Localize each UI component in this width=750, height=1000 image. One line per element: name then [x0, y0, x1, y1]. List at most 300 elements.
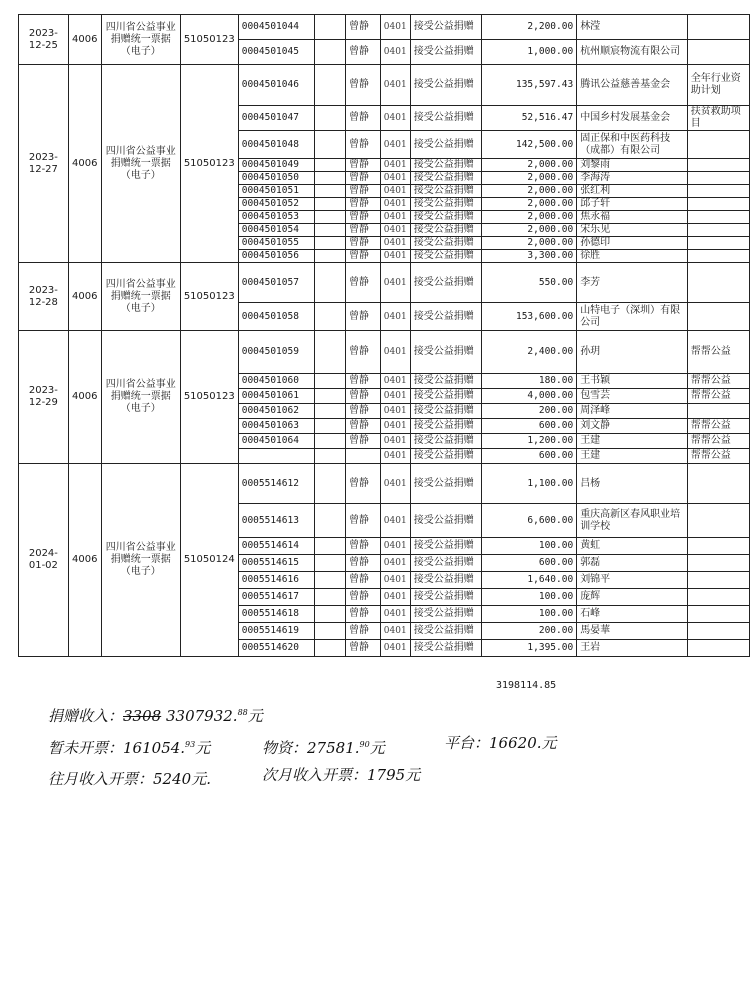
- cell-desc: 接受公益捐赠: [410, 40, 481, 65]
- cell-desc: 接受公益捐赠: [410, 374, 481, 389]
- cell-org-code: 4006: [68, 65, 101, 263]
- cell-person: 曾静: [346, 464, 381, 504]
- cell-person: 曾静: [346, 504, 381, 538]
- cell-note: [687, 131, 749, 159]
- cell-payer: 重庆高新区春风职业培训学校: [577, 504, 688, 538]
- cell-no: 0004501053: [238, 211, 315, 224]
- donation-income-struck: 3308: [123, 707, 162, 725]
- next-month-value: 1795元: [367, 766, 421, 784]
- cell-amt: 1,395.00: [481, 640, 576, 657]
- goods-unit: 元: [369, 739, 385, 757]
- cell-person: 曾静: [346, 434, 381, 449]
- cell-payer: 李海涛: [577, 172, 688, 185]
- cell-desc: 接受公益捐赠: [410, 15, 481, 40]
- cell-amt: 6,600.00: [481, 504, 576, 538]
- cell-no: 0004501048: [238, 131, 315, 159]
- cell-person: 曾静: [346, 589, 381, 606]
- cell-amt: 180.00: [481, 374, 576, 389]
- cell-no: 0004501052: [238, 198, 315, 211]
- cell-desc: 接受公益捐赠: [410, 623, 481, 640]
- cell-no: 0004501060: [238, 374, 315, 389]
- cell-note: [687, 159, 749, 172]
- cell-amt: 1,100.00: [481, 464, 576, 504]
- cell-blank: [315, 131, 346, 159]
- unbilled-note: [48, 737, 210, 758]
- cell-desc: 接受公益捐赠: [410, 434, 481, 449]
- cell-amt: 100.00: [481, 589, 576, 606]
- cell-note: 帮帮公益: [687, 419, 749, 434]
- cell-no: 0004501051: [238, 185, 315, 198]
- cell-subj: 0401: [380, 606, 410, 623]
- cell-payer: 刘黎雨: [577, 159, 688, 172]
- cell-person: 曾静: [346, 131, 381, 159]
- prev-month-label: 往月收入开票：: [48, 770, 154, 788]
- cell-note: [687, 589, 749, 606]
- cell-payer: 王建: [577, 434, 688, 449]
- cell-note: [687, 172, 749, 185]
- cell-payer: 固正保和中医药科技（成都）有限公司: [577, 131, 688, 159]
- cell-blank: [315, 449, 346, 464]
- donation-income-label: 捐赠收入：: [48, 707, 124, 725]
- cell-no: 0004501046: [238, 65, 315, 106]
- cell-payer: 黄虹: [577, 538, 688, 555]
- cell-note: [687, 40, 749, 65]
- cell-desc: 接受公益捐赠: [410, 65, 481, 106]
- cell-bill: 51050124: [180, 464, 238, 657]
- cell-person: 曾静: [346, 538, 381, 555]
- cell-org-code: 4006: [68, 15, 101, 65]
- cell-subj: 0401: [380, 303, 410, 331]
- cell-desc: 接受公益捐赠: [410, 159, 481, 172]
- cell-amt: 2,000.00: [481, 185, 576, 198]
- cell-amt: 200.00: [481, 404, 576, 419]
- cell-blank: [315, 589, 346, 606]
- cell-desc: 接受公益捐赠: [410, 589, 481, 606]
- cell-amt: 142,500.00: [481, 131, 576, 159]
- cell-person: 曾静: [346, 237, 381, 250]
- cell-desc: 接受公益捐赠: [410, 331, 481, 374]
- cell-bill: 51050123: [180, 15, 238, 65]
- cell-amt: 1,000.00: [481, 40, 576, 65]
- cell-amt: 135,597.43: [481, 65, 576, 106]
- cell-desc: 接受公益捐赠: [410, 224, 481, 237]
- cell-desc: 接受公益捐赠: [410, 106, 481, 131]
- cell-payer: 刘锦平: [577, 572, 688, 589]
- cell-note: 全年行业资助计划: [687, 65, 749, 106]
- cell-amt: 1,640.00: [481, 572, 576, 589]
- cell-amt: 600.00: [481, 419, 576, 434]
- cell-blank: [315, 263, 346, 303]
- cell-payer: 焦永福: [577, 211, 688, 224]
- cell-note: [687, 555, 749, 572]
- cell-amt: 2,000.00: [481, 172, 576, 185]
- table-row: [19, 331, 750, 374]
- cell-person: 曾静: [346, 640, 381, 657]
- cell-desc: 接受公益捐赠: [410, 538, 481, 555]
- cell-blank: [315, 40, 346, 65]
- cell-note: 帮帮公益: [687, 449, 749, 464]
- cell-desc: 接受公益捐赠: [410, 572, 481, 589]
- cell-blank: [315, 172, 346, 185]
- cell-no: 0004501055: [238, 237, 315, 250]
- cell-note: [687, 504, 749, 538]
- cell-note: [687, 198, 749, 211]
- ledger-body: [19, 15, 750, 657]
- goods-cents: 90: [359, 740, 370, 749]
- cell-amt: 52,516.47: [481, 106, 576, 131]
- cell-amt: 600.00: [481, 449, 576, 464]
- cell-subj: 0401: [380, 589, 410, 606]
- cell-no: 0004501059: [238, 331, 315, 374]
- cell-amt: 153,600.00: [481, 303, 576, 331]
- donation-income-cents: 88: [237, 708, 248, 717]
- cell-amt: 600.00: [481, 555, 576, 572]
- cell-payer: 王建: [577, 449, 688, 464]
- cell-payer: 吕杨: [577, 464, 688, 504]
- cell-blank: [315, 65, 346, 106]
- cell-no: 0004501045: [238, 40, 315, 65]
- table-row: [19, 15, 750, 40]
- cell-note: [687, 211, 749, 224]
- cell-blank: [315, 224, 346, 237]
- cell-amt: 2,000.00: [481, 224, 576, 237]
- cell-desc: 接受公益捐赠: [410, 389, 481, 404]
- cell-payer: 王书颖: [577, 374, 688, 389]
- cell-desc: 接受公益捐赠: [410, 211, 481, 224]
- cell-payer: 邱子轩: [577, 198, 688, 211]
- cell-blank: [315, 106, 346, 131]
- cell-person: [346, 449, 381, 464]
- cell-person: 曾静: [346, 263, 381, 303]
- cell-no: 0004501062: [238, 404, 315, 419]
- cell-no: 0005514619: [238, 623, 315, 640]
- unbilled-value: 161054.: [123, 739, 186, 757]
- cell-blank: [315, 250, 346, 263]
- cell-org: 四川省公益事业捐赠统一票据（电子）: [101, 331, 180, 464]
- cell-note: [687, 303, 749, 331]
- cell-subj: 0401: [380, 464, 410, 504]
- cell-org: 四川省公益事业捐赠统一票据（电子）: [101, 263, 180, 331]
- cell-no: 0005514620: [238, 640, 315, 657]
- table-row: [19, 263, 750, 303]
- cell-desc: 接受公益捐赠: [410, 198, 481, 211]
- donation-income-value: 3307932.: [165, 707, 238, 725]
- cell-note: [687, 224, 749, 237]
- cell-payer: 馬晏華: [577, 623, 688, 640]
- cell-subj: 0401: [380, 555, 410, 572]
- cell-note: [687, 464, 749, 504]
- cell-subj: 0401: [380, 172, 410, 185]
- cell-note: [687, 640, 749, 657]
- cell-no: 0004501049: [238, 159, 315, 172]
- cell-subj: 0401: [380, 331, 410, 374]
- cell-subj: 0401: [380, 263, 410, 303]
- cell-payer: 中国乡村发展基金会: [577, 106, 688, 131]
- cell-person: 曾静: [346, 250, 381, 263]
- cell-payer: 刘文静: [577, 419, 688, 434]
- cell-amt: 2,400.00: [481, 331, 576, 374]
- cell-desc: 接受公益捐赠: [410, 263, 481, 303]
- cell-person: 曾静: [346, 65, 381, 106]
- unbilled-label: 暂未开票：: [48, 739, 124, 757]
- cell-note: [687, 404, 749, 419]
- cell-subj: 0401: [380, 389, 410, 404]
- cell-payer: 徐胜: [577, 250, 688, 263]
- cell-amt: 2,000.00: [481, 159, 576, 172]
- cell-desc: 接受公益捐赠: [410, 464, 481, 504]
- cell-desc: 接受公益捐赠: [410, 131, 481, 159]
- cell-payer: 王岩: [577, 640, 688, 657]
- cell-amt: 550.00: [481, 263, 576, 303]
- cell-org: 四川省公益事业捐赠统一票据（电子）: [101, 464, 180, 657]
- cell-subj: 0401: [380, 449, 410, 464]
- cell-no: 0004501064: [238, 434, 315, 449]
- cell-note: [687, 237, 749, 250]
- cell-person: 曾静: [346, 185, 381, 198]
- cell-blank: [315, 211, 346, 224]
- cell-subj: 0401: [380, 623, 410, 640]
- unbilled-unit: 元: [195, 739, 211, 757]
- cell-note: 扶贫救助项目: [687, 106, 749, 131]
- cell-desc: 接受公益捐赠: [410, 555, 481, 572]
- cell-subj: 0401: [380, 185, 410, 198]
- cell-blank: [315, 434, 346, 449]
- cell-payer: 庞辉: [577, 589, 688, 606]
- cell-person: 曾静: [346, 555, 381, 572]
- cell-desc: 接受公益捐赠: [410, 237, 481, 250]
- cell-org-code: 4006: [68, 331, 101, 464]
- cell-subj: 0401: [380, 211, 410, 224]
- cell-person: 曾静: [346, 40, 381, 65]
- cell-subj: 0401: [380, 224, 410, 237]
- cell-note: [687, 538, 749, 555]
- cell-subj: 0401: [380, 640, 410, 657]
- cell-person: 曾静: [346, 623, 381, 640]
- cell-person: 曾静: [346, 198, 381, 211]
- cell-person: 曾静: [346, 224, 381, 237]
- cell-payer: 杭州顺宸物流有限公司: [577, 40, 688, 65]
- cell-blank: [315, 572, 346, 589]
- cell-subj: 0401: [380, 106, 410, 131]
- cell-subj: 0401: [380, 250, 410, 263]
- cell-subj: 0401: [380, 237, 410, 250]
- table-row: [19, 464, 750, 504]
- cell-org: 四川省公益事业捐赠统一票据（电子）: [101, 15, 180, 65]
- cell-blank: [315, 464, 346, 504]
- table-row: [19, 65, 750, 106]
- cell-no: 0005514614: [238, 538, 315, 555]
- cell-note: 帮帮公益: [687, 374, 749, 389]
- cell-amt: 2,000.00: [481, 198, 576, 211]
- cell-amt: 1,200.00: [481, 434, 576, 449]
- cell-date: 2023-12-28: [19, 263, 69, 331]
- cell-person: 曾静: [346, 172, 381, 185]
- cell-amt: 100.00: [481, 606, 576, 623]
- cell-blank: [315, 15, 346, 40]
- cell-desc: 接受公益捐赠: [410, 640, 481, 657]
- cell-blank: [315, 623, 346, 640]
- cell-bill: 51050123: [180, 65, 238, 263]
- cell-date: 2023-12-27: [19, 65, 69, 263]
- cell-person: 曾静: [346, 606, 381, 623]
- cell-no: 0004501056: [238, 250, 315, 263]
- cell-subj: 0401: [380, 538, 410, 555]
- cell-blank: [315, 185, 346, 198]
- cell-no: [238, 449, 315, 464]
- grand-total: 3198114.85: [496, 680, 557, 691]
- cell-subj: 0401: [380, 572, 410, 589]
- cell-person: 曾静: [346, 404, 381, 419]
- cell-note: [687, 572, 749, 589]
- cell-payer: 李芳: [577, 263, 688, 303]
- donation-income-unit: 元: [247, 707, 263, 725]
- cell-blank: [315, 555, 346, 572]
- cell-payer: 周泽峰: [577, 404, 688, 419]
- cell-subj: 0401: [380, 404, 410, 419]
- cell-person: 曾静: [346, 159, 381, 172]
- cell-payer: 腾讯公益慈善基金会: [577, 65, 688, 106]
- cell-amt: 4,000.00: [481, 389, 576, 404]
- cell-blank: [315, 159, 346, 172]
- cell-no: 0005514612: [238, 464, 315, 504]
- cell-subj: 0401: [380, 15, 410, 40]
- cell-no: 0005514618: [238, 606, 315, 623]
- cell-payer: 孙德印: [577, 237, 688, 250]
- cell-payer: 包雪芸: [577, 389, 688, 404]
- cell-date: 2023-12-29: [19, 331, 69, 464]
- cell-blank: [315, 303, 346, 331]
- cell-note: [687, 15, 749, 40]
- cell-desc: 接受公益捐赠: [410, 419, 481, 434]
- cell-payer: 张红利: [577, 185, 688, 198]
- cell-subj: 0401: [380, 374, 410, 389]
- cell-desc: 接受公益捐赠: [410, 404, 481, 419]
- goods-note: [262, 737, 385, 758]
- cell-note: 帮帮公益: [687, 389, 749, 404]
- cell-note: [687, 606, 749, 623]
- cell-payer: 山特电子（深圳）有限公司: [577, 303, 688, 331]
- cell-desc: 接受公益捐赠: [410, 449, 481, 464]
- cell-note: [687, 185, 749, 198]
- cell-note: 帮帮公益: [687, 331, 749, 374]
- goods-value: 27581.: [307, 739, 360, 757]
- cell-payer: 郭磊: [577, 555, 688, 572]
- next-month-note: [262, 764, 420, 785]
- cell-person: 曾静: [346, 211, 381, 224]
- cell-person: 曾静: [346, 303, 381, 331]
- cell-payer: 宋乐见: [577, 224, 688, 237]
- next-month-label: 次月收入开票：: [262, 766, 368, 784]
- goods-label: 物资：: [262, 739, 308, 757]
- cell-org-code: 4006: [68, 464, 101, 657]
- cell-blank: [315, 504, 346, 538]
- cell-no: 0004501063: [238, 419, 315, 434]
- cell-payer: 孙玥: [577, 331, 688, 374]
- cell-amt: 200.00: [481, 623, 576, 640]
- cell-date: 2024-01-02: [19, 464, 69, 657]
- platform-note: [444, 732, 557, 753]
- cell-blank: [315, 237, 346, 250]
- cell-subj: 0401: [380, 504, 410, 538]
- platform-value: 16620.: [489, 734, 542, 752]
- cell-blank: [315, 419, 346, 434]
- cell-no: 0004501058: [238, 303, 315, 331]
- cell-amt: 2,000.00: [481, 237, 576, 250]
- cell-desc: 接受公益捐赠: [410, 172, 481, 185]
- cell-date: 2023-12-25: [19, 15, 69, 65]
- cell-blank: [315, 331, 346, 374]
- prev-month-note: [48, 768, 211, 789]
- cell-no: 0005514616: [238, 572, 315, 589]
- cell-payer: 石峰: [577, 606, 688, 623]
- cell-bill: 51050123: [180, 331, 238, 464]
- cell-note: 帮帮公益: [687, 434, 749, 449]
- cell-desc: 接受公益捐赠: [410, 504, 481, 538]
- cell-subj: 0401: [380, 198, 410, 211]
- cell-no: 0004501047: [238, 106, 315, 131]
- cell-amt: 3,300.00: [481, 250, 576, 263]
- cell-no: 0004501061: [238, 389, 315, 404]
- cell-blank: [315, 389, 346, 404]
- cell-desc: 接受公益捐赠: [410, 185, 481, 198]
- unbilled-cents: 93: [185, 740, 196, 749]
- cell-no: 0005514617: [238, 589, 315, 606]
- cell-subj: 0401: [380, 434, 410, 449]
- cell-blank: [315, 606, 346, 623]
- cell-no: 0005514613: [238, 504, 315, 538]
- cell-subj: 0401: [380, 159, 410, 172]
- cell-subj: 0401: [380, 419, 410, 434]
- cell-person: 曾静: [346, 106, 381, 131]
- cell-note: [687, 250, 749, 263]
- cell-subj: 0401: [380, 40, 410, 65]
- platform-unit: 元: [541, 734, 557, 752]
- cell-bill: 51050123: [180, 263, 238, 331]
- cell-payer: 林滢: [577, 15, 688, 40]
- cell-blank: [315, 640, 346, 657]
- cell-no: 0005514615: [238, 555, 315, 572]
- cell-org-code: 4006: [68, 263, 101, 331]
- cell-org: 四川省公益事业捐赠统一票据（电子）: [101, 65, 180, 263]
- cell-no: 0004501057: [238, 263, 315, 303]
- cell-note: [687, 623, 749, 640]
- cell-blank: [315, 198, 346, 211]
- cell-desc: 接受公益捐赠: [410, 250, 481, 263]
- cell-note: [687, 263, 749, 303]
- cell-person: 曾静: [346, 572, 381, 589]
- cell-desc: 接受公益捐赠: [410, 303, 481, 331]
- cell-person: 曾静: [346, 331, 381, 374]
- cell-blank: [315, 374, 346, 389]
- cell-no: 0004501050: [238, 172, 315, 185]
- cell-subj: 0401: [380, 65, 410, 106]
- platform-label: 平台：: [444, 734, 490, 752]
- cell-person: 曾静: [346, 15, 381, 40]
- cell-person: 曾静: [346, 374, 381, 389]
- cell-desc: 接受公益捐赠: [410, 606, 481, 623]
- cell-no: 0004501054: [238, 224, 315, 237]
- cell-amt: 100.00: [481, 538, 576, 555]
- cell-blank: [315, 404, 346, 419]
- prev-month-value: 5240元.: [153, 770, 211, 788]
- cell-subj: 0401: [380, 131, 410, 159]
- cell-blank: [315, 538, 346, 555]
- cell-amt: 2,000.00: [481, 211, 576, 224]
- cell-person: 曾静: [346, 389, 381, 404]
- cell-person: 曾静: [346, 419, 381, 434]
- donation-income-note: [48, 705, 263, 726]
- cell-no: 0004501044: [238, 15, 315, 40]
